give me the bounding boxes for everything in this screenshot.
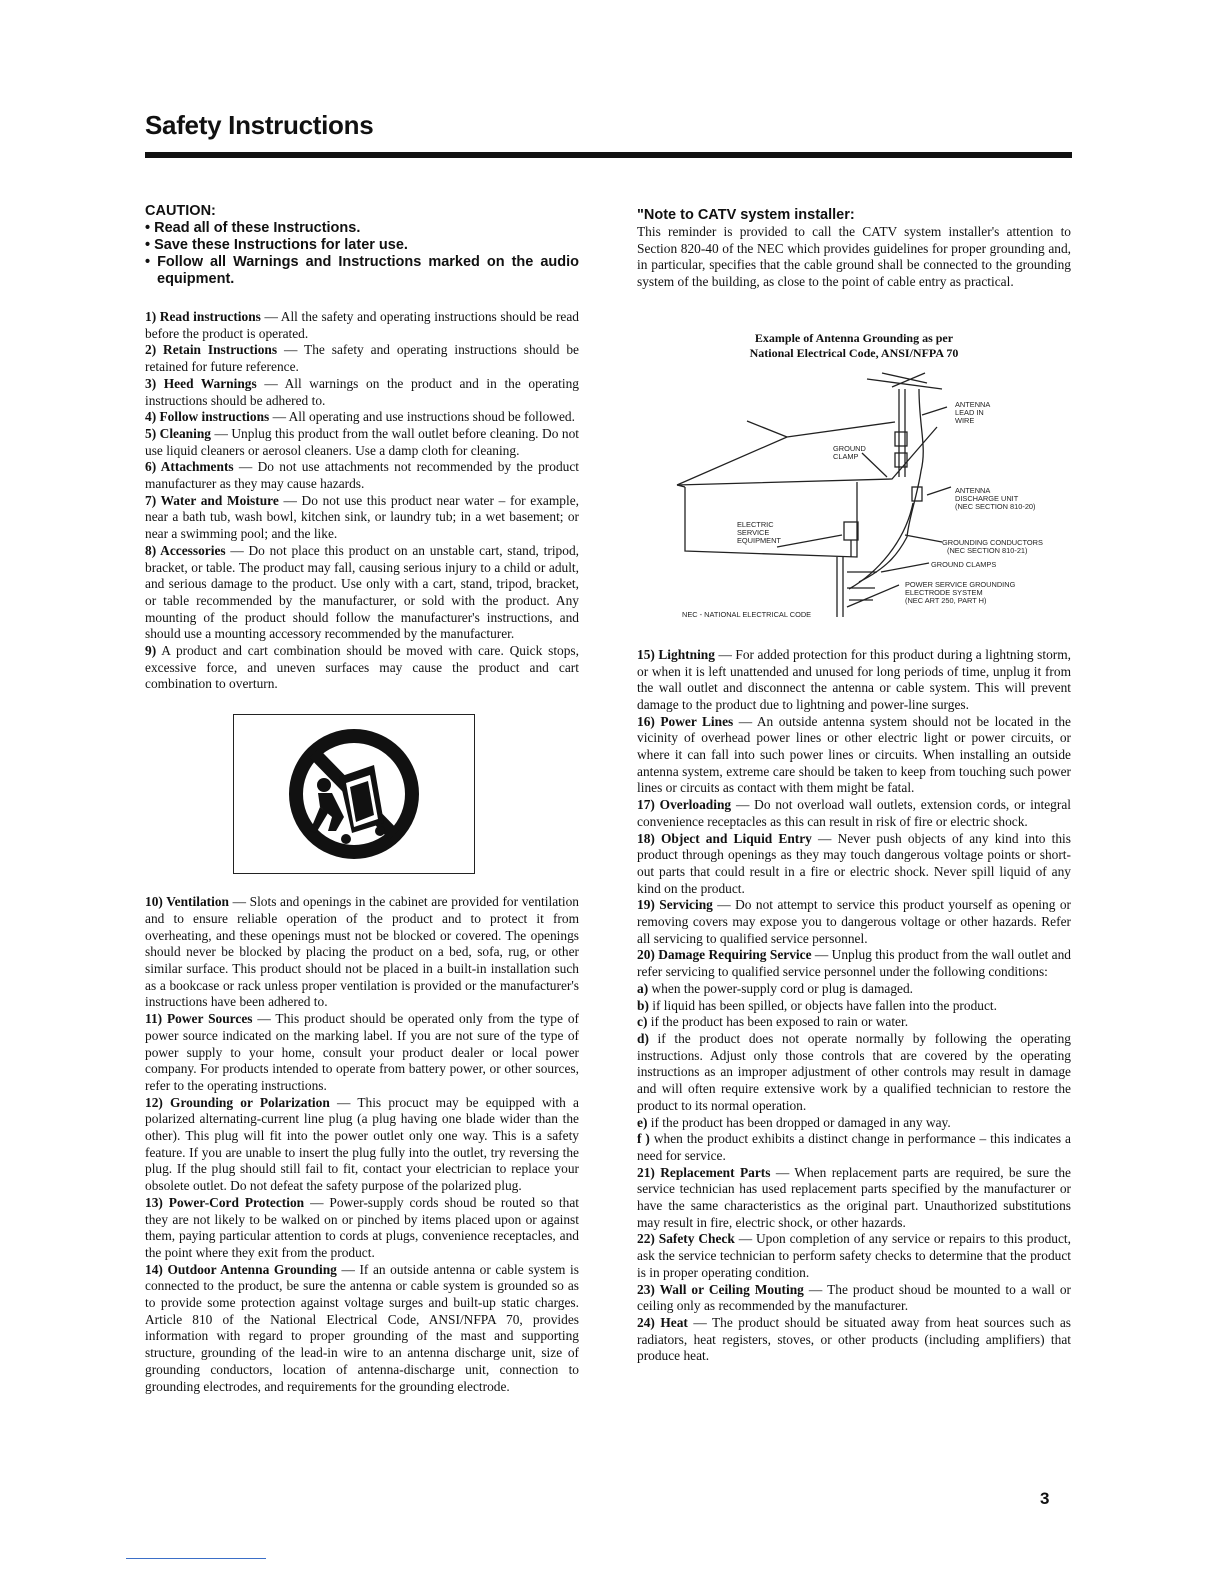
caution-block [145, 203, 579, 288]
instruction-item [637, 1165, 1071, 1232]
instruction-label: e) [637, 1114, 648, 1130]
instruction-item [637, 998, 1071, 1015]
instruction-text: — The product shoud be mounted to a wall or ceiling only as recommended by the manufacturer. [637, 1281, 1071, 1314]
instruction-text: — All the safety and operating instructions should be read before the product is operated. [145, 309, 580, 341]
instruction-label: 20) Damage Requiring Service [637, 947, 812, 963]
instruction-label: d) [637, 1030, 649, 1046]
instruction-label: 21) Replacement Parts [637, 1164, 771, 1180]
left-column [145, 203, 579, 1395]
instruction-label: 11) Power Sources [145, 1011, 253, 1027]
instruction-text: — If an outside antenna or cable system is connected to the product, be sure the antenna or cable system is grounded so as to provide some protection against voltage surges and built-up static charges. Article 810 of the National Electrical Code, ANSI/NFPA 70, provides information with regard to proper grounding of the mast and supporting structure, grounding of the lead-in wire to an antenna discharge unit, size of grounding conductors, location of antenna-discharge unit, connection to grounding electrodes, and requirements for the grounding electrode. [145, 1261, 579, 1394]
instruction-text: — Unplug this product from the wall outlet before cleaning. Do not use liquid cleaners or aerosol cleaners. Use a damp cloth for cleaning. [145, 425, 579, 458]
instruction-text: — This product should be operated only from the type of power source indicated on the marking label. If you are not sure of the type of power supply to your home, consult your product dealer or local power company. For products intended to operate from battery power, or other sources, refer to the operating instructions. [145, 1011, 579, 1093]
instruction-item [637, 1282, 1071, 1315]
diagram-caption [637, 331, 1071, 361]
instruction-text: — Do not use this product near water – for example, near a bath tub, wash bowl, kitchen sink, or laundry tub; in a wet basement; or near a swimming pool; and the like. [145, 492, 579, 542]
label-grounding-conductors: GROUNDING CONDUCTORS [942, 537, 1043, 547]
instruction-item [145, 493, 579, 543]
label-antenna-lead: LEAD IN [955, 407, 984, 417]
instruction-item [145, 426, 579, 459]
instruction-label: 5) Cleaning [145, 425, 211, 441]
instruction-text: — Do not overload wall outlets, extension cords, or integral convenience receptacles as this can result in risk of fire or electric shock. [637, 797, 1071, 829]
label-electric-service: SERVICE [737, 527, 770, 537]
label-ground-clamp: CLAMP [833, 451, 859, 461]
instruction-text: — Do not attempt to service this product yourself as opening or removing covers may expose you to dangerous voltage or other hazards. Refer all servicing to qualified service personnel. [637, 897, 1071, 946]
instruction-text: — Do not use attachments not recommended by the product manufacturer as they may cause hazards. [145, 459, 579, 492]
note-text: This reminder is provided to call the CATV system installer's attention to Section 820-40 of the NEC which provides guidelines for proper grounding and, in particular, specifies that the cable ground shall be connected to the grounding system of the building, as close to the point of cable entry as practical. [637, 224, 1071, 290]
instruction-item [637, 897, 1071, 947]
instruction-text: — All warnings on the product and in the operating instructions should be adhered to. [145, 375, 579, 408]
instruction-item [637, 1115, 1071, 1132]
instruction-text: — All operating and use instructions shoud be followed. [269, 409, 575, 425]
instruction-item [637, 1131, 1071, 1164]
instruction-label: 12) Grounding or Polarization [145, 1094, 330, 1110]
instruction-item [637, 797, 1071, 830]
instruction-text: — The safety and operating instructions should be retained for future reference. [145, 342, 579, 375]
instruction-text: when the power-supply cord or plug is damaged. [648, 980, 914, 996]
catv-note [637, 207, 1071, 291]
instruction-item [637, 1231, 1071, 1281]
diagram-caption-line: National Electrical Code, ANSI/NFPA 70 [749, 345, 959, 360]
instruction-label: 18) Object and Liquid Entry [637, 830, 812, 846]
instruction-text: A product and cart combination should be moved with care. Quick stops, excessive force, and uneven surfaces may cause the product and cart combination to overturn. [145, 643, 579, 692]
right-column [637, 207, 1071, 1365]
instruction-item [637, 947, 1071, 980]
note-heading: "Note to CATV system installer: [637, 207, 855, 223]
antenna-grounding-diagram [637, 331, 1071, 631]
caution-bullet: • Follow all Warnings and Instructions marked on the audio equipment. [145, 254, 579, 287]
instruction-text: if the product has been exposed to rain or water. [647, 1014, 909, 1030]
instruction-item [637, 831, 1071, 898]
instruction-label: 8) Accessories [145, 542, 226, 558]
instruction-label: 16) Power Lines [637, 713, 734, 729]
caution-bullet: • Save these Instructions for later use. [145, 237, 408, 253]
instruction-label: 19) Servicing [637, 897, 713, 913]
instruction-item [145, 459, 579, 492]
instruction-item [145, 1011, 579, 1095]
label-nec: NEC - NATIONAL ELECTRICAL CODE [682, 609, 812, 619]
instruction-item [145, 1262, 579, 1396]
instruction-text: — Do not place this product on an unstable cart, stand, tripod, bracket, or table. The product may fall, causing serious injury to a child or adult, and serious damage to the product. Use only with a cart, stand, tripod, bracket, or table recommended by the manufacturer, or sold with the product. Any mounting of the product should follow the manufacturer's instructions, and should use a mounting accessory recommended by the manufacturer. [145, 542, 579, 642]
caution-bullet: • Read all of these Instructions. [145, 220, 361, 236]
diagram-caption-line: Example of Antenna Grounding as per [754, 330, 954, 345]
instruction-label: a) [637, 980, 649, 996]
instruction-label: 14) Outdoor Antenna Grounding [145, 1261, 337, 1277]
label-power-grounding: ELECTRODE SYSTEM [905, 587, 983, 597]
instruction-label: 6) Attachments [145, 459, 234, 475]
label-power-grounding: POWER SERVICE GROUNDING [905, 579, 1016, 589]
label-electric-service: ELECTRIC [737, 519, 774, 529]
instruction-item [637, 1031, 1071, 1115]
instruction-text: — For added protection for this product during a lightning storm, or when it is left unattended and unused for long periods of time, unplug it from the wall outlet and disconnect the antenna or cable system. This will prevent damage to the product due to lightning and power-line surges. [637, 646, 1071, 712]
instruction-item [145, 643, 579, 693]
instruction-text: if liquid has been spilled, or objects have fallen into the product. [648, 997, 997, 1013]
instruction-text: — Upon completion of any service or repairs to this product, ask the service technician to perform safety checks to determine that the product is in proper operating condition. [637, 1231, 1071, 1280]
instruction-item [637, 1014, 1071, 1031]
instruction-label: 13) Power-Cord Protection [145, 1194, 305, 1210]
grounding-diagram-svg [637, 367, 1071, 631]
label-electric-service: EQUIPMENT [737, 535, 781, 545]
label-grounding-conductors: (NEC SECTION 810-21) [947, 545, 1028, 555]
instruction-item [145, 342, 579, 375]
instruction-label: b) [637, 997, 649, 1013]
instruction-label: 23) Wall or Ceiling Mouting [637, 1281, 804, 1297]
cart-warning-symbol [233, 714, 475, 874]
instruction-text: if the product has been dropped or damaged in any way. [647, 1114, 951, 1130]
no-cart-tipping-icon [284, 727, 424, 861]
instruction-label: 2) Retain Instructions [145, 342, 278, 358]
instruction-list-1 [145, 309, 579, 693]
instruction-item [145, 1095, 579, 1195]
instruction-label: c) [637, 1014, 648, 1030]
instruction-label: 22) Safety Check [637, 1231, 735, 1247]
instruction-text: — When replacement parts are required, be sure the service technician has used replacement parts specified by the manufacturer or have the same characteristics as the original part. Unauthorized substitutions may result in fire, electric shock, or other hazards. [637, 1164, 1071, 1230]
instruction-item [145, 1195, 579, 1262]
instruction-label: 17) Overloading [637, 797, 732, 813]
instruction-list-3 [637, 647, 1071, 1365]
instruction-text: — Power-supply cords shoud be routed so that they are not likely to be walked on or pinched by items placed upon or against them, paying particular attention to cords at plugs, convenience receptacles, and the point where they exit from the product. [145, 1194, 579, 1260]
label-discharge-unit: ANTENNA [955, 485, 991, 495]
instruction-item [637, 714, 1071, 798]
instruction-item [637, 1315, 1071, 1365]
instruction-item [145, 543, 579, 643]
instruction-item [145, 409, 579, 426]
instruction-label: 10) Ventilation [145, 894, 229, 910]
label-power-grounding: (NEC ART 250, PART H) [905, 595, 987, 605]
label-ground-clamps: GROUND CLAMPS [931, 559, 997, 569]
title-rule [145, 152, 1072, 158]
instruction-label: 7) Water and Moisture [145, 492, 279, 508]
instruction-text: if the product does not operate normally by following the operating instructions. Adjust only those controls that are covered by the operating instructions as an improper adjustment of other controls may result in damage and will often require extensive work by a qualified technician to restore the product to its normal operation. [637, 1030, 1071, 1113]
instruction-label: 15) Lightning [637, 646, 715, 662]
footer-line [126, 1558, 266, 1559]
instruction-item [145, 894, 579, 1011]
label-discharge-unit: DISCHARGE UNIT [955, 493, 1019, 503]
page-title: Safety Instructions [145, 110, 374, 140]
instruction-label: 24) Heat [637, 1314, 688, 1330]
instruction-text: — The product should be situated away from heat sources such as radiators, heat registers, stoves, or other products (including amplifiers) that produce heat. [637, 1314, 1071, 1364]
instruction-label: 4) Follow instructions [145, 409, 270, 425]
instruction-item [145, 309, 579, 342]
instruction-label: 9) [145, 643, 157, 659]
instruction-item [145, 376, 579, 409]
caution-heading: CAUTION: [145, 203, 216, 219]
instruction-text: — Slots and openings in the cabinet are provided for ventilation and to ensure reliable operation of the product and to protect it from overheating, and these openings must not be blocked or covered. The openings should never be blocked by placing the product on a bed, sofa, rug, or other similar surface. This product should not be placed in a built-in installation such as a bookcase or rack unless proper ventilation is provided or the manufacturer's instructions have been adhered to. [145, 894, 579, 1010]
instruction-text: — Unplug this product from the wall outlet and refer servicing to qualified service personnel under the following conditions: [637, 947, 1071, 980]
instruction-item [637, 981, 1071, 998]
instruction-text: — An outside antenna system should not be located in the vicinity of overhead power lines or other electric light or power circuits, or where it can fall into such power lines or circuits. When installing an outside antenna system, extreme care should be taken to keep from touching such power lines or circuits as contact with them might be fatal. [637, 713, 1071, 796]
instruction-text: when the product exhibits a distinct change in performance – this indicates a need for service. [637, 1131, 1071, 1163]
instruction-label: f ) [637, 1131, 650, 1147]
label-antenna-lead: ANTENNA [955, 399, 991, 409]
instruction-label: 3) Heed Warnings [145, 375, 257, 391]
instruction-label: 1) Read instructions [145, 309, 261, 324]
instruction-text: — Never push objects of any kind into this product through openings as they may touch dangerous voltage points or short-out parts that could result in a fire or electric shock. Never spill liquid of any kind on the product. [637, 830, 1071, 896]
page-number: 3 [1040, 1489, 1050, 1508]
label-discharge-unit: (NEC SECTION 810-20) [955, 501, 1036, 511]
label-ground-clamp: GROUND [833, 443, 866, 453]
instruction-item [637, 647, 1071, 714]
label-antenna-lead: WIRE [955, 415, 975, 425]
instruction-list-2 [145, 894, 579, 1395]
instruction-text: — This procuct may be equipped with a polarized alternating-current line plug (a plug having one blade wider than the other). This plug will fit into the power outlet only one way. This is a safety feature. If you are unable to insert the plug fully into the outlet, try reversing the plug. If the plug should still fail to fit, contact your electrician to replace your obsolete outlet. Do not defeat the safety purpose of the polarized plug. [145, 1094, 579, 1194]
